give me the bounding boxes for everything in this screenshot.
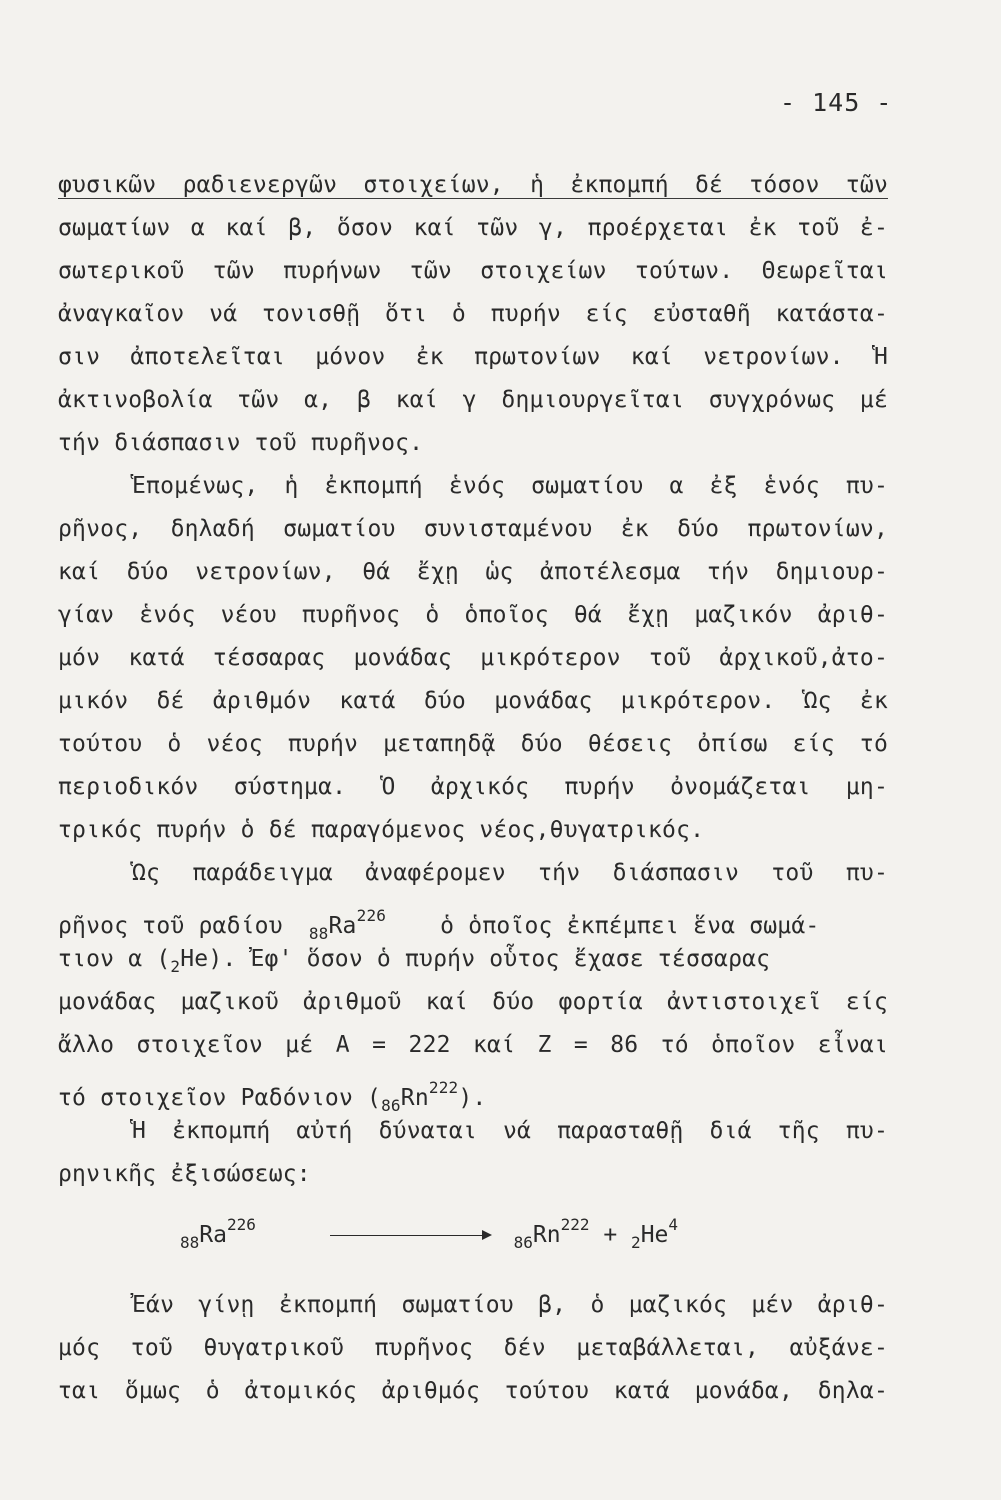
text-line-26: μός τοῦ θυγατρικοῦ πυρῆνος δέν μεταβάλλεται, αὐξάνε- [58, 1335, 888, 1361]
element-symbol: Rn [400, 1085, 429, 1111]
atomic-number: 88 [308, 924, 329, 943]
text-line-14: τούτου ὁ νέος πυρήν μεταπηδᾷ δύο θέσεις ὀπίσω είς τό [58, 731, 888, 757]
element-symbol: Ra [199, 1222, 227, 1248]
text-fragment: τιον α ( [58, 946, 171, 972]
text-fragment: τό στοιχεῖον Ραδόνιον ( [58, 1085, 382, 1111]
text-line-20: μονάδας μαζικοῦ ἀριθμοῦ καί δύο φορτία ἀντιστοιχεῖ είς [58, 989, 888, 1015]
reactant [180, 1215, 256, 1252]
atomic-number: 86 [381, 1096, 401, 1115]
text-line-17: Ὡς παράδειγμα ἀναφέρομεν τήν διάσπασιν τοῦ πυ- [132, 860, 888, 886]
element-symbol: Rn [532, 1222, 561, 1248]
atomic-number: 2 [170, 957, 181, 976]
arrow-icon [330, 1235, 490, 1236]
atomic-number: 86 [513, 1233, 533, 1252]
text-line-12: μόν κατά τέσσαρας μονάδας μικρότερον τοῦ ἀρχικοῦ,ἀτο- [58, 645, 888, 671]
product-helium [631, 1215, 679, 1252]
page-number: - 145 - [780, 88, 893, 117]
text-line-16: τρικός πυρήν ὁ δέ παραγόμενος νέος,θυγατρικός. [58, 817, 705, 843]
text-line-6: ἀκτινοβολία τῶν α, β καί γ δημιουργεῖται συγχρόνως μέ [58, 387, 888, 413]
mass-number: 4 [668, 1215, 679, 1234]
atomic-number: 2 [631, 1233, 641, 1252]
element-symbol: He [180, 946, 209, 972]
text-fragment: ὁ ὁποῖος ἐκπέμπει ἕνα σωμά- [440, 913, 820, 939]
text-line-10: καί δύο νετρονίων, θά ἔχῃ ὡς ἀποτέλεσμα τήν δημιουρ- [58, 559, 888, 585]
text-line-23: Ἡ ἐκπομπή αὐτή δύναται νά παρασταθῇ διά τῆς πυ- [132, 1118, 888, 1144]
text-line-11: γίαν ἑνός νέου πυρῆνος ὁ ὁποῖος θά ἔχῃ μαζικόν ἀριθ- [58, 602, 888, 628]
text-fragment: ). [458, 1085, 487, 1111]
text-line-19 [58, 944, 770, 982]
product-radon [513, 1215, 590, 1252]
mass-number: 222 [560, 1215, 590, 1234]
mass-number: 226 [226, 1215, 256, 1234]
text-line-7: τήν διάσπασιν τοῦ πυρῆνος. [58, 430, 424, 456]
text-line-8: Ἑπομένως, ἡ ἐκπομπή ἑνός σωματίου α ἐξ ἑνός πυ- [132, 473, 888, 499]
text-line-25: Ἐάν γίνῃ ἐκπομπή σωματίου β, ὁ μαζικός μέν ἀριθ- [132, 1292, 888, 1318]
text-line-1 [58, 170, 888, 200]
text-line-5: σιν ἀποτελεῖται μόνον ἐκ πρωτονίων καί νετρονίων. Ἡ [58, 344, 888, 370]
text-line-24: ρηνικῆς ἐξισώσεως: [58, 1161, 311, 1187]
underlined-phrase: φυσικῶν ραδιενεργῶν στοιχείων, ἡ ἐκπομπή δέ τόσον τῶν [58, 172, 888, 198]
mass-number: 222 [428, 1078, 459, 1097]
text-fragment: ρῆνος τοῦ ραδίου [58, 913, 283, 939]
text-line-15: περιοδικόν σύστημα. Ὁ ἀρχικός πυρήν ὀνομάζεται μη- [58, 774, 888, 800]
text-line-21: ἄλλο στοιχεῖον μέ Α = 222 καί Ζ = 86 τό ὁποῖον εἶναι [58, 1032, 888, 1058]
isotope-radium [308, 906, 387, 943]
text-line-4: ἀναγκαῖον νά τονισθῇ ὅτι ὁ πυρήν είς εὐσταθῆ κατάστα- [58, 301, 888, 327]
text-line-18 [58, 901, 819, 949]
element-symbol: He [640, 1222, 669, 1248]
isotope-helium [170, 946, 209, 976]
isotope-radon [381, 1078, 459, 1115]
text-line-27: ται ὅμως ὁ ἀτομικός ἀριθμός τούτου κατά μονάδα, δηλα- [58, 1378, 888, 1404]
text-line-2: σωματίων α καί β, ὅσον καί τῶν γ, προέρχεται ἐκ τοῦ ἐ- [58, 215, 888, 241]
text-line-13: μικόν δέ ἀριθμόν κατά δύο μονάδας μικρότερον. Ὡς ἐκ [58, 688, 888, 714]
atomic-number: 88 [180, 1233, 200, 1252]
text-line-22 [58, 1073, 486, 1121]
element-symbol: Ra [328, 913, 357, 939]
text-line-3: σωτερικοῦ τῶν πυρήνων τῶν στοιχείων τούτων. Θεωρεῖται [58, 258, 888, 284]
text-fragment: ). Ἐφ' ὅσον ὁ πυρήν οὗτος ἔχασε τέσσαρας [208, 946, 771, 972]
mass-number: 226 [356, 906, 387, 925]
nuclear-equation [180, 1215, 678, 1252]
text-line-9: ρῆνος, δηλαδή σωματίου συνισταμένου ἐκ δύο πρωτονίων, [58, 516, 888, 542]
plus-sign: + [603, 1222, 618, 1248]
